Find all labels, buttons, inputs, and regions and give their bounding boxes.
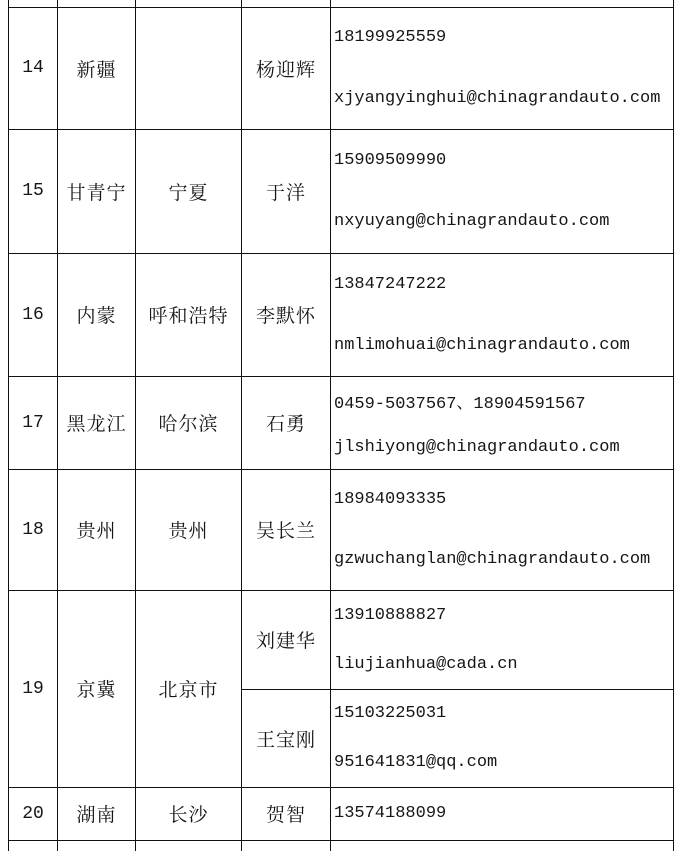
email-text: liujianhua@cada.cn: [334, 654, 518, 674]
empty-cell: [242, 0, 331, 7]
cell-city: 北京市: [136, 590, 242, 787]
empty-cell: [136, 0, 242, 7]
empty-cell: [58, 840, 136, 851]
cell-region: 贵州: [58, 469, 136, 590]
table-row: [9, 253, 674, 376]
phone-text: 18984093335: [334, 490, 447, 509]
cell-contact-info: [331, 689, 674, 787]
cell-region: 内蒙: [58, 253, 136, 376]
empty-cell: [331, 840, 674, 851]
table-row: [9, 787, 674, 840]
cut-off-row-bottom: [9, 840, 674, 851]
cell-city: 贵州: [136, 469, 242, 590]
cell-city: 哈尔滨: [136, 376, 242, 469]
empty-cell: [136, 840, 242, 851]
cell-row-number: 17: [9, 376, 58, 469]
cell-row-number: 14: [9, 7, 58, 129]
empty-cell: [331, 0, 674, 7]
cell-row-number: 19: [9, 590, 58, 787]
empty-cell: [9, 840, 58, 851]
cell-contact-name: 贺智: [242, 787, 331, 840]
phone-text: 13847247222: [334, 274, 447, 294]
phone-text: 18199925559: [334, 28, 447, 48]
cell-region: 甘青宁: [58, 129, 136, 253]
table-row: [9, 376, 674, 469]
cell-contact-name: 李默怀: [242, 253, 331, 376]
cell-row-number: 20: [9, 787, 58, 840]
cell-city: [136, 7, 242, 129]
empty-cell: [58, 0, 136, 7]
email-text: gzwuchanglan@chinagrandauto.com: [334, 550, 651, 569]
cell-row-number: 18: [9, 469, 58, 590]
cell-contact-info: [331, 253, 674, 376]
phone-text: 13910888827: [334, 605, 447, 625]
cell-contact-info: [331, 129, 674, 253]
empty-cell: [9, 0, 58, 7]
cell-region: 湖南: [58, 787, 136, 840]
empty-cell: [242, 840, 331, 851]
cell-contact-info: [331, 376, 674, 469]
email-text: nmlimohuai@chinagrandauto.com: [334, 335, 630, 355]
cell-row-number: 16: [9, 253, 58, 376]
cell-contact-name: 杨迎辉: [242, 7, 331, 129]
cell-contact-name: 刘建华: [242, 590, 331, 689]
cut-off-row-top: [9, 0, 674, 7]
table-row: [9, 7, 674, 129]
email-text: jlshiyong@chinagrandauto.com: [334, 437, 620, 457]
email-text: xjyangyinghui@chinagrandauto.com: [334, 88, 661, 108]
table-row: [9, 590, 674, 689]
cell-row-number: 15: [9, 129, 58, 253]
contacts-table: [8, 0, 674, 851]
phone-text: 0459-5037567、18904591567: [334, 395, 586, 415]
cell-contact-name: 王宝刚: [242, 689, 331, 787]
cell-city: 长沙: [136, 787, 242, 840]
cell-contact-name: 吴长兰: [242, 469, 331, 590]
cell-contact-info: [331, 7, 674, 129]
cell-contact-name: 石勇: [242, 376, 331, 469]
cell-region: 黑龙江: [58, 376, 136, 469]
cell-city: 宁夏: [136, 129, 242, 253]
phone-text: 13574188099: [334, 804, 447, 823]
phone-text: 15103225031: [334, 704, 447, 724]
cell-contact-info: [331, 787, 674, 840]
table-row: [9, 129, 674, 253]
cell-region: 京冀: [58, 590, 136, 787]
cell-contact-info: [331, 469, 674, 590]
cell-contact-name: 于洋: [242, 129, 331, 253]
email-text: nxyuyang@chinagrandauto.com: [334, 212, 610, 232]
phone-text: 15909509990: [334, 150, 447, 170]
cell-region: 新疆: [58, 7, 136, 129]
table-row: [9, 469, 674, 590]
cell-contact-info: [331, 590, 674, 689]
cell-city: 呼和浩特: [136, 253, 242, 376]
email-text: 951641831@qq.com: [334, 752, 498, 772]
